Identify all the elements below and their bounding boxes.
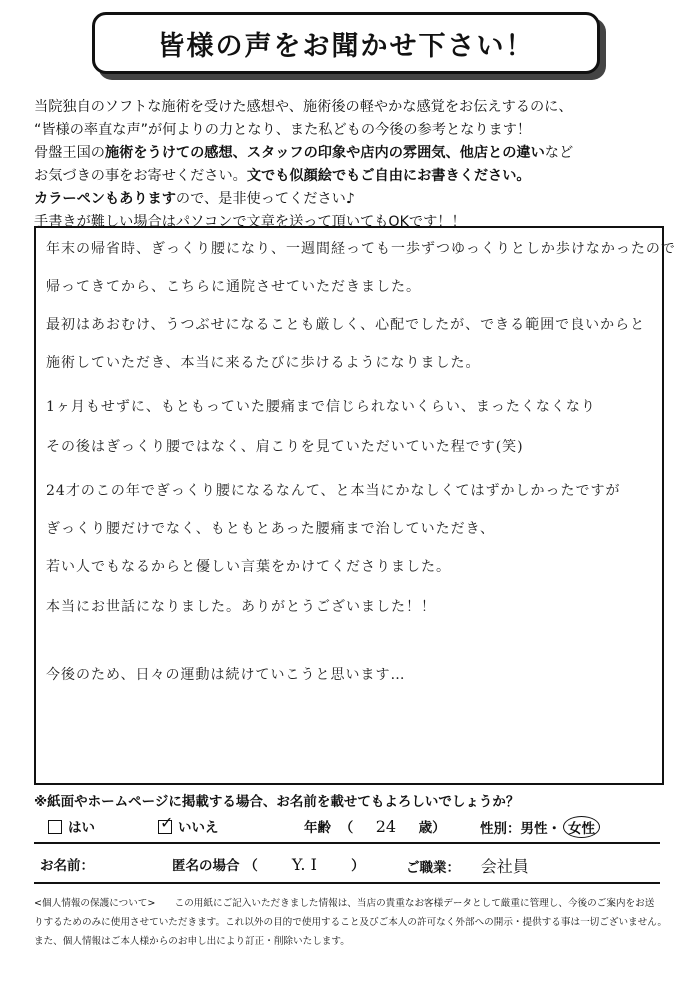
- intro-line: 手書きが難しい場合はパソコンで文章を送って頂いてもOKです！！: [34, 214, 466, 230]
- gender-field[interactable]: [480, 816, 600, 838]
- age-label: 年齢: [304, 820, 331, 836]
- consent-question: ※紙面やホームページに掲載する場合、お名前を載せてもよろしいでしょうか？: [34, 794, 520, 810]
- letter-frame: [34, 226, 664, 785]
- intro-line: [34, 142, 674, 165]
- page-title: 皆様の声をお聞かせ下さい！: [157, 30, 535, 62]
- age-unit: 歳: [418, 820, 433, 836]
- no-label: いいえ: [178, 820, 219, 836]
- intro-text: [34, 96, 674, 234]
- job-label: ご職業：: [406, 860, 460, 876]
- identity-row: [34, 850, 660, 876]
- letter-line: 最初はあおむけ、うつぶせになることも厳しく、心配でしたが、できる範囲で良いからと: [46, 317, 646, 333]
- intro-line: “皆様の率直な声”が何よりの力となり、また私どもの今後の参考となります！: [34, 122, 532, 138]
- intro-line: [34, 165, 674, 188]
- intro-emphasis: 施術をうけての感想、スタッフの印象や店内の雰囲気、他店との違い: [104, 145, 545, 161]
- section-divider: [34, 882, 660, 884]
- anon-value: Y. I: [291, 855, 317, 874]
- intro-segment: など: [544, 145, 574, 161]
- intro-line: [34, 188, 674, 211]
- option-yes[interactable]: [48, 816, 95, 836]
- age-field[interactable]: 年齢 （ 24 歳）: [304, 817, 446, 836]
- check-mark-icon: ✓: [160, 813, 174, 832]
- letter-line: 帰ってきてから、こちらに通院させていただきました。: [46, 279, 421, 295]
- female-label[interactable]: 女性: [563, 816, 600, 838]
- anon-label: 匿名の場合: [172, 858, 240, 874]
- privacy-notice: [34, 894, 674, 951]
- intro-line: 当院独自のソフトな施術を受けた感想や、施術後の軽やかな感覚をお伝えするのに、: [34, 99, 573, 115]
- intro-emphasis: 文でも似顔絵でもご自由にお書きください。: [246, 168, 531, 184]
- intro-segment: ので、是非使ってください♪: [175, 191, 355, 207]
- letter-line: 今後のため、日々の運動は続けていこうと思います…: [46, 667, 406, 683]
- letter-line: ぎっくり腰だけでなく、もともとあった腰痛まで治していただき、: [46, 521, 496, 537]
- separator: ・: [547, 821, 561, 837]
- intro-emphasis: カラーペンもあります: [34, 191, 176, 207]
- no-checkbox[interactable]: [158, 813, 174, 834]
- letter-line: 24才のこの年でぎっくり腰になるなんて、と本当にかなしくてはずかしかったですが: [46, 483, 621, 499]
- letter-line: その後はぎっくり腰ではなく、肩こりを見ていただいていた程です(笑): [46, 439, 524, 455]
- privacy-line: <個人情報の保護について> この用紙にご記入いただきました情報は、当店の貴重なお客様データとして厳重に管理し、今後のご案内をお送: [34, 898, 655, 909]
- letter-line: 本当にお世話になりました。ありがとうございました！！: [46, 599, 436, 615]
- letter-line: 1ヶ月もせずに、もともっていた腰痛まで信じられないくらい、まったくなくなり: [46, 399, 596, 415]
- male-label[interactable]: 男性: [520, 821, 548, 837]
- section-divider: [34, 842, 660, 844]
- anon-field[interactable]: 匿名の場合 （ Y. I ）: [172, 855, 365, 874]
- privacy-line: また、個人情報はご本人様からのお申し出により訂正・削除いたします。: [34, 936, 350, 947]
- option-no[interactable]: [158, 813, 219, 836]
- intro-segment: 骨盤王国の: [34, 145, 105, 161]
- gender-label: 性別：: [480, 821, 521, 837]
- privacy-line: りするためのみに使用させていただきます。これ以外の目的で使用すること及びご本人の許可なく外部への開示・提供する事は一切ございません。: [34, 917, 667, 928]
- letter-line: 年末の帰省時、ぎっくり腰になり、一週間経っても一歩ずつゆっくりとしか歩けなかったので: [46, 241, 676, 257]
- title-banner: [92, 12, 600, 74]
- letter-line: 施術していただき、本当に来るたびに歩けるようになりました。: [46, 355, 481, 371]
- name-label: お名前：: [40, 858, 94, 874]
- job-field[interactable]: [406, 854, 529, 877]
- age-value: 24: [375, 817, 397, 836]
- intro-segment: お気づきの事をお寄せください。: [34, 168, 247, 184]
- yes-label: はい: [68, 820, 95, 836]
- job-value: 会社員: [480, 857, 529, 876]
- letter-line: 若い人でもなるからと優しい言葉をかけてくださりました。: [46, 559, 451, 575]
- yes-checkbox[interactable]: [48, 820, 62, 834]
